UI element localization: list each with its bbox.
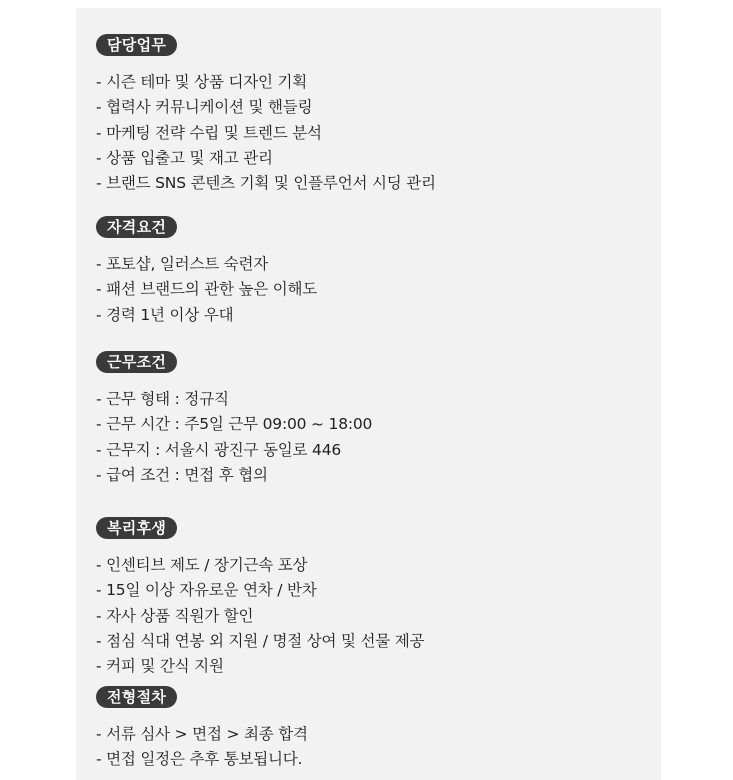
section-title-badge: 담당업무 [96,34,177,56]
list-item: - 경력 1년 이상 우대 [96,305,234,324]
list-item: - 점심 식대 연봉 외 지원 / 명절 상여 및 선물 제공 [96,631,425,650]
list-item: - 시즌 테마 및 상품 디자인 기획 [96,73,308,91]
list-item: - 포토샵, 일러스트 숙련자 [96,255,269,273]
section-title-badge: 전형절차 [96,686,177,708]
list-item: - 협력사 커뮤니케이션 및 핸들링 [96,98,313,117]
section-title-badge: 복리후생 [96,517,177,539]
list-item: - 마케팅 전략 수립 및 트렌드 분석 [96,123,322,142]
list-item: - 급여 조건 : 면접 후 협의 [96,465,268,484]
list-item: - 브랜드 SNS 콘텐츠 기획 및 인플루언서 시딩 관리 [96,174,436,193]
list-item: - 면접 일정은 추후 통보됩니다. [96,750,303,769]
section-title-badge: 자격요건 [96,216,177,238]
list-item: - 자사 상품 직원가 할인 [96,606,254,625]
benefits-list [96,553,424,679]
list-item: - 커피 및 간식 지원 [96,657,224,676]
list-item: - 패션 브랜드의 관한 높은 이해도 [96,280,318,299]
work-conditions-list [96,387,372,488]
qualifications-list [96,252,317,328]
section-benefits [96,517,424,679]
duties-list [96,70,436,196]
list-item: - 근무 형태 : 정규직 [96,390,229,408]
list-item: - 서류 심사 > 면접 > 최종 합격 [96,725,308,743]
section-hiring-process [96,686,308,773]
section-qualifications [96,216,317,328]
list-item: - 근무지 : 서울시 광진구 동일로 446 [96,440,342,459]
section-work-conditions [96,351,372,488]
list-item: - 근무 시간 : 주5일 근무 09:00 ~ 18:00 [96,415,373,434]
hiring-process-list [96,722,308,773]
list-item: - 인센티브 제도 / 장기근속 포상 [96,556,308,574]
list-item: - 15일 이상 자유로운 연차 / 반차 [96,581,317,600]
list-item: - 상품 입출고 및 재고 관리 [96,148,273,167]
section-duties [96,34,436,196]
section-title-badge: 근무조건 [96,351,177,373]
